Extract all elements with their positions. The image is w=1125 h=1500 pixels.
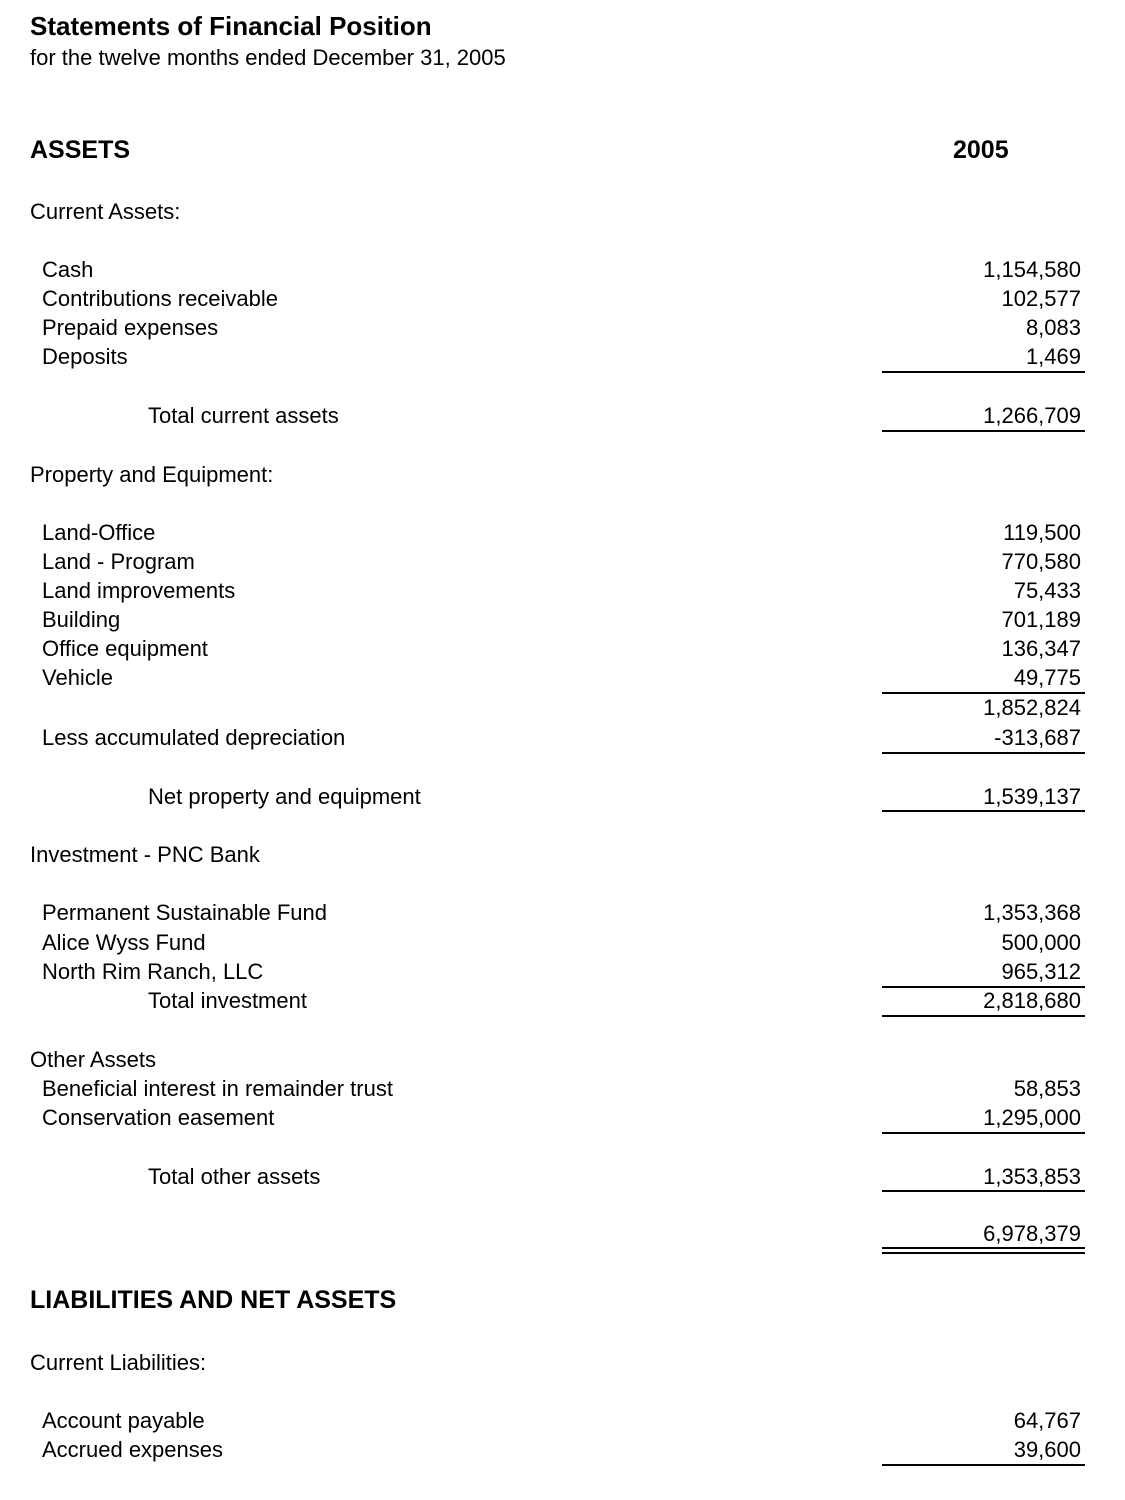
subtotal-rule <box>882 371 1085 373</box>
line-item-label: Account payable <box>42 1408 205 1433</box>
total-rule <box>882 1190 1085 1192</box>
line-item-label: Conservation easement <box>42 1105 275 1130</box>
property-equipment-label: Property and Equipment: <box>30 462 274 487</box>
line-item-value: 75,433 <box>1013 578 1081 603</box>
total-rule <box>882 810 1085 812</box>
depreciation-label: Less accumulated depreciation <box>42 725 346 750</box>
line-item-value: 1,469 <box>1025 344 1081 369</box>
line-item-value: 8,083 <box>1025 315 1081 340</box>
line-item-label: Office equipment <box>42 636 208 661</box>
line-item-label: Accrued expenses <box>42 1437 223 1462</box>
assets-heading: ASSETS <box>30 136 131 164</box>
line-item-value: 1,295,000 <box>983 1105 1081 1130</box>
line-item-label: North Rim Ranch, LLC <box>42 959 264 984</box>
line-item-label: Vehicle <box>42 665 113 690</box>
total-other-assets-label: Total other assets <box>148 1164 321 1189</box>
net-property-value: 1,539,137 <box>983 784 1081 809</box>
double-underline <box>882 1247 1085 1254</box>
line-item-value: 770,580 <box>1001 549 1081 574</box>
line-item-value: 701,189 <box>1001 607 1081 632</box>
line-item-label: Land improvements <box>42 578 236 603</box>
line-item-label: Permanent Sustainable Fund <box>42 900 327 925</box>
total-investment-value: 2,818,680 <box>983 988 1081 1013</box>
line-item-label: Building <box>42 607 121 632</box>
line-item-value: 500,000 <box>1001 930 1081 955</box>
total-other-assets-value: 1,353,853 <box>983 1164 1081 1189</box>
liabilities-heading: LIABILITIES AND NET ASSETS <box>30 1286 397 1314</box>
line-item-value: 1,353,368 <box>983 900 1081 925</box>
current-liabilities-label: Current Liabilities: <box>30 1350 207 1375</box>
depreciation-value: -313,687 <box>994 725 1081 750</box>
line-item-label: Cash <box>42 257 94 282</box>
current-assets-label: Current Assets: <box>30 199 181 224</box>
line-item-value: 136,347 <box>1001 636 1081 661</box>
line-item-value: 49,775 <box>1013 665 1081 690</box>
property-subtotal-value: 1,852,824 <box>983 695 1081 720</box>
line-item-label: Prepaid expenses <box>42 315 219 340</box>
total-rule <box>882 430 1085 432</box>
page-subtitle: for the twelve months ended December 31, 2005 <box>30 45 506 70</box>
total-current-assets-value: 1,266,709 <box>983 403 1081 428</box>
line-item-label: Alice Wyss Fund <box>42 930 206 955</box>
subtotal-rule <box>882 692 1085 694</box>
line-item-value: 102,577 <box>1001 286 1081 311</box>
total-assets-value: 6,978,379 <box>983 1221 1081 1246</box>
total-rule <box>882 1015 1085 1017</box>
subtotal-rule <box>882 1132 1085 1134</box>
line-item-value: 58,853 <box>1013 1076 1081 1101</box>
line-item-value: 1,154,580 <box>983 257 1081 282</box>
year-column-header: 2005 <box>953 136 1009 164</box>
total-investment-label: Total investment <box>148 988 307 1013</box>
page-title: Statements of Financial Position <box>30 11 432 41</box>
line-item-label: Beneficial interest in remainder trust <box>42 1076 393 1101</box>
subtotal-rule <box>882 1464 1085 1466</box>
line-item-value: 39,600 <box>1013 1437 1081 1462</box>
line-item-value: 64,767 <box>1013 1408 1081 1433</box>
subtotal-rule <box>882 752 1085 754</box>
line-item-label: Land-Office <box>42 520 156 545</box>
line-item-label: Land - Program <box>42 549 195 574</box>
investment-label: Investment - PNC Bank <box>30 842 260 867</box>
line-item-value: 119,500 <box>1003 520 1081 545</box>
line-item-value: 965,312 <box>1001 959 1081 984</box>
net-property-label: Net property and equipment <box>148 784 421 809</box>
line-item-label: Deposits <box>42 344 128 369</box>
total-current-assets-label: Total current assets <box>148 403 339 428</box>
line-item-label: Contributions receivable <box>42 286 279 311</box>
other-assets-label: Other Assets <box>30 1047 156 1072</box>
